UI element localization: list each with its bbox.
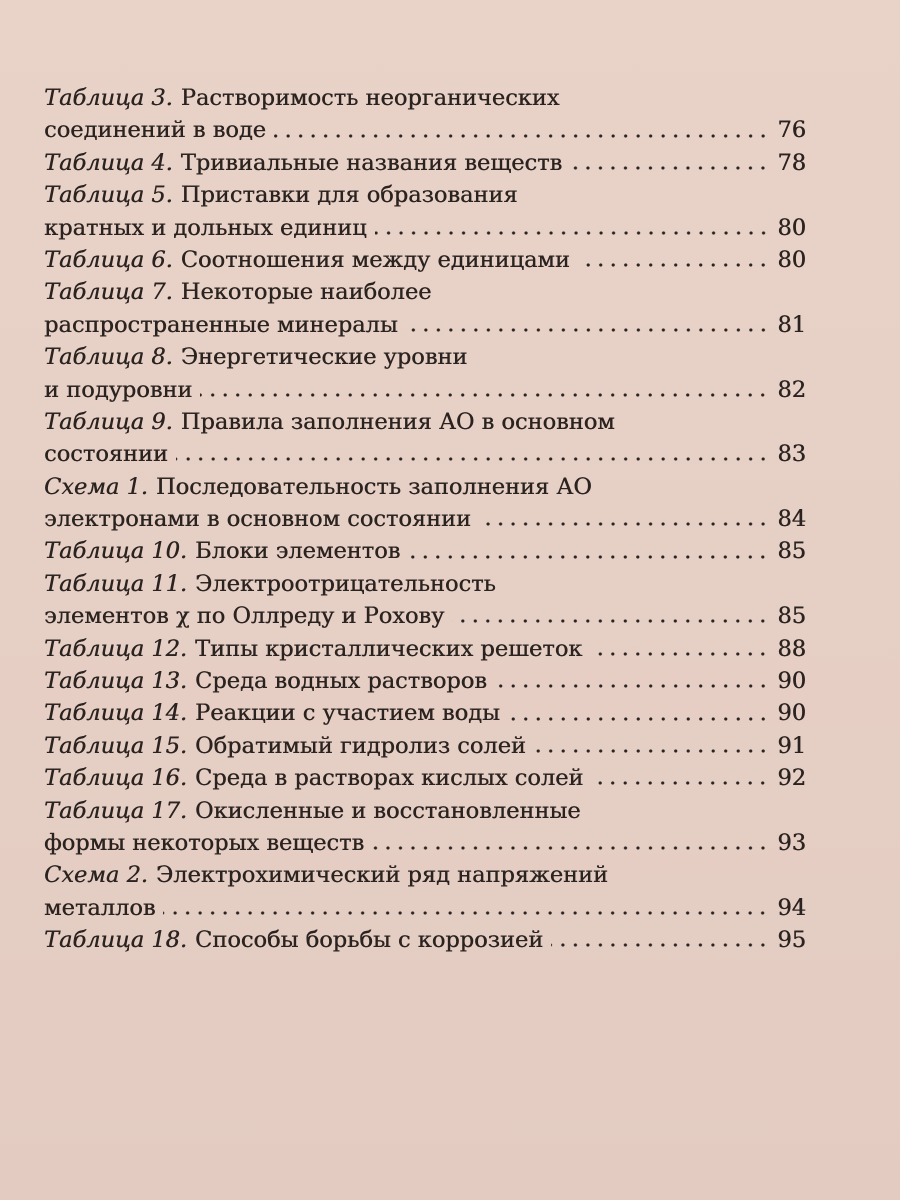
toc-entry-label: Таблица 6.	[44, 246, 173, 273]
toc-entry-page-number: 85	[777, 538, 806, 565]
toc-entry	[44, 276, 806, 341]
toc-entry-title-continuation: кратных и дольных единиц	[44, 214, 367, 241]
toc-entry	[44, 568, 806, 633]
toc-entry-title: Последовательность заполнения АО	[155, 473, 592, 500]
toc-entry-continuation-line	[44, 503, 806, 535]
toc-entry-line	[44, 795, 806, 827]
toc-entry-line	[44, 924, 806, 956]
toc-entry	[44, 795, 806, 860]
toc-entry-page-number: 81	[777, 311, 806, 338]
toc-entry	[44, 82, 806, 147]
toc-entry	[44, 924, 806, 956]
toc-entry-label: Таблица 3.	[44, 85, 173, 111]
toc-entry-line	[44, 665, 806, 697]
toc-entry-title: Окисленные и восстановленные	[195, 797, 581, 824]
toc-entry-title-continuation: и подуровни	[44, 376, 193, 403]
toc-entry-title: Типы кристаллических решеток	[195, 635, 583, 662]
toc-entry-label: Таблица 13.	[44, 668, 188, 695]
toc-entry-continuation-line	[44, 114, 806, 146]
toc-entry-title: Тривиальные названия веществ	[180, 149, 563, 176]
toc-entry-label: Таблица 14.	[44, 700, 188, 727]
toc-entry-page-number: 94	[777, 894, 806, 921]
toc-entry-continuation-line	[44, 374, 806, 406]
toc-entry-title: Некоторые наиболее	[180, 279, 432, 306]
toc-entry-page-number: 80	[777, 246, 806, 273]
dot-leader	[551, 943, 769, 947]
toc-entry-line	[44, 82, 806, 114]
toc-entry-continuation-line	[44, 600, 806, 632]
table-of-contents	[44, 82, 806, 957]
toc-entry-page-number: 80	[777, 214, 806, 241]
toc-entry	[44, 244, 806, 276]
toc-entry-line	[44, 341, 806, 373]
dot-leader	[479, 522, 769, 526]
toc-entry	[44, 471, 806, 536]
toc-entry-title: Среда водных растворов	[195, 668, 487, 695]
toc-entry-continuation-line	[44, 309, 806, 341]
toc-entry-title-continuation: распространенные минералы	[44, 311, 398, 338]
toc-entry-line	[44, 633, 806, 665]
toc-entry-title-continuation: состоянии	[44, 441, 168, 468]
dot-leader	[534, 749, 769, 753]
dot-leader	[570, 166, 769, 170]
toc-entry-line	[44, 244, 806, 276]
dot-leader	[495, 684, 769, 688]
toc-entry-label: Таблица 12.	[44, 635, 188, 662]
toc-entry-page-number: 88	[777, 635, 806, 662]
dot-leader	[372, 846, 769, 850]
toc-entry	[44, 633, 806, 665]
toc-entry-page-number: 76	[777, 117, 806, 144]
toc-entry-line	[44, 762, 806, 794]
dot-leader	[200, 393, 769, 397]
toc-entry-title-continuation: металлов	[44, 894, 156, 921]
toc-entry-continuation-line	[44, 438, 806, 470]
toc-entry-title: Реакции с участием воды	[195, 700, 500, 727]
toc-entry	[44, 147, 806, 179]
toc-entry	[44, 179, 806, 244]
dot-leader	[163, 911, 769, 915]
dot-leader	[590, 652, 769, 656]
toc-entry-line	[44, 276, 806, 308]
toc-entry-line	[44, 859, 806, 891]
toc-entry-line	[44, 406, 806, 438]
toc-entry-label: Таблица 5.	[44, 182, 173, 209]
toc-entry-page-number: 78	[777, 149, 806, 176]
toc-entry-title: Способы борьбы с коррозией	[195, 927, 544, 954]
toc-entry-page-number: 95	[777, 927, 806, 954]
toc-entry	[44, 406, 806, 471]
toc-entry-page-number: 84	[777, 506, 806, 533]
toc-entry-title-continuation: соединений в воде	[44, 117, 266, 144]
toc-entry-line	[44, 147, 806, 179]
toc-entry-title: Соотношения между единицами	[180, 246, 570, 273]
toc-entry-page-number: 82	[777, 376, 806, 403]
toc-entry-label: Таблица 10.	[44, 538, 188, 565]
toc-entry-page-number: 83	[777, 441, 806, 468]
toc-entry-label: Таблица 4.	[44, 149, 173, 176]
toc-entry-title: Блоки элементов	[195, 538, 401, 565]
dot-leader	[508, 717, 770, 721]
toc-entry-page-number: 91	[777, 732, 806, 759]
toc-entry-title-continuation: формы некоторых веществ	[44, 829, 365, 856]
toc-entry-line	[44, 535, 806, 567]
toc-entry-page-number: 85	[777, 603, 806, 630]
dot-leader	[591, 781, 769, 785]
toc-entry-label: Таблица 8.	[44, 344, 173, 371]
toc-entry-title: Электроотрицательность	[195, 570, 496, 597]
toc-entry	[44, 665, 806, 697]
toc-entry-label: Схема 1.	[44, 473, 148, 500]
toc-entry-title-continuation: элементов χ по Оллреду и Рохову	[44, 603, 445, 630]
toc-entry-title: Электрохимический ряд напряжений	[155, 862, 608, 889]
toc-entry	[44, 535, 806, 567]
dot-leader	[375, 231, 770, 235]
toc-entry-title: Среда в растворах кислых солей	[195, 765, 584, 792]
dot-leader	[176, 457, 769, 461]
dot-leader	[408, 555, 769, 559]
toc-entry-continuation-line	[44, 827, 806, 859]
toc-entry-title-continuation: электронами в основном состоянии	[44, 506, 472, 533]
dot-leader	[578, 263, 769, 267]
toc-entry-title: Обратимый гидролиз солей	[195, 732, 526, 759]
toc-entry	[44, 859, 806, 924]
toc-entry-page-number: 90	[777, 700, 806, 727]
toc-entry-page-number: 93	[777, 829, 806, 856]
toc-entry-label: Таблица 16.	[44, 765, 188, 792]
toc-entry-label: Таблица 7.	[44, 279, 173, 306]
toc-entry	[44, 730, 806, 762]
dot-leader	[274, 134, 769, 138]
toc-entry-page-number: 92	[777, 765, 806, 792]
toc-entry-label: Схема 2.	[44, 862, 148, 889]
toc-entry-line	[44, 730, 806, 762]
dot-leader	[406, 328, 770, 332]
toc-entry-line	[44, 697, 806, 729]
toc-entry-title: Приставки для образования	[180, 182, 518, 209]
toc-entry-title: Правила заполнения АО в основном	[180, 408, 615, 435]
toc-entry-line	[44, 568, 806, 600]
toc-entry-title: Энергетические уровни	[180, 344, 468, 371]
toc-entry	[44, 341, 806, 406]
toc-entry-page-number: 90	[777, 668, 806, 695]
toc-entry-title: Растворимость неорганических	[180, 85, 560, 111]
toc-entry	[44, 697, 806, 729]
toc-entry-label: Таблица 18.	[44, 927, 188, 954]
toc-entry-label: Таблица 11.	[44, 570, 188, 597]
toc-entry-label: Таблица 15.	[44, 732, 188, 759]
toc-entry-continuation-line	[44, 212, 806, 244]
toc-entry	[44, 762, 806, 794]
dot-leader	[452, 619, 769, 623]
toc-entry-label: Таблица 9.	[44, 408, 173, 435]
toc-entry-continuation-line	[44, 892, 806, 924]
toc-entry-line	[44, 179, 806, 211]
toc-entry-label: Таблица 17.	[44, 797, 188, 824]
toc-entry-line	[44, 471, 806, 503]
